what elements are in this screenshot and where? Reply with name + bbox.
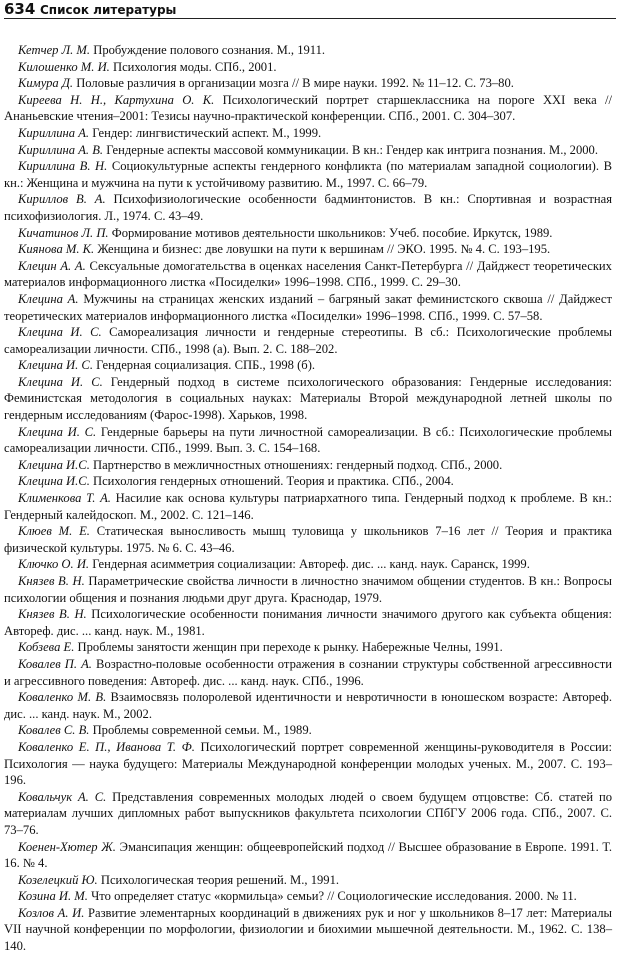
- entry-text: Формирование мотивов деятельности школьников: Учеб. пособие. Иркутск, 1989.: [111, 225, 553, 240]
- bibliography-entry: [4, 789, 612, 839]
- entry-author: Кичатинов Л. П.: [18, 225, 109, 240]
- entry-author: Клецина А.: [18, 291, 79, 306]
- entry-author: Клецин А. А.: [18, 258, 86, 273]
- entry-author: Клецина И. С.: [18, 358, 93, 373]
- bibliography-entry: [4, 905, 612, 955]
- entry-text: Гендерная социализация. СПБ., 1998 (б).: [96, 358, 316, 373]
- bibliography-entry: [4, 656, 612, 689]
- entry-author: Коваленко Е. П., Иванова Т. Ф.: [18, 739, 195, 754]
- bibliography-entry: [4, 258, 612, 291]
- entry-author: Кириллина В. Н.: [18, 159, 108, 174]
- entry-text: Партнерство в межличностных отношениях: гендерный подход. СПб., 2000.: [93, 457, 503, 472]
- page-header: [4, 1, 616, 21]
- bibliography-entry: [4, 142, 612, 159]
- entry-text: Психологический портрет современной женщины-руководителя в России: Психология — наука будущего: Материалы Международной конференции молодых ученых. М., 2007. С. 193–196.: [4, 739, 613, 788]
- entry-text: Мужчины на страницах женских изданий – багряный закат феминистского сквоша // Дайджест теоретических материалов информационного листка «Посиделки» 1996–1998. СПб., 1999. С. 57–58.: [4, 291, 612, 323]
- entry-text: Статическая выносливость мышц туловища у школьников 7–16 лет // Теория и практика физической культуры. 1975. № 6. С. 43–46.: [4, 524, 612, 555]
- bibliography-entry: [4, 92, 612, 125]
- entry-text: Что определяет статус «кормильца» семьи? // Социологические исследования. 2000. № 11.: [91, 889, 577, 904]
- bibliography-entry: [4, 490, 612, 523]
- entry-text: Психологический портрет старшеклассника на пороге XXI века // Ананьевские чтения–2001: Тезисы научно-практической конференции. СПб., 2001. С. 304–307.: [4, 92, 612, 124]
- entry-author: Князев В. Н.: [18, 574, 85, 588]
- entry-text: Проблемы занятости женщин при переходе к рынку. Набережные Челны, 1991.: [77, 640, 503, 655]
- entry-author: Клецина И.С.: [18, 474, 90, 489]
- header-divider: [4, 18, 616, 19]
- entry-text: Психология гендерных отношений. Теория и практика. СПб., 2004.: [93, 474, 454, 489]
- entry-author: Клецина И. С.: [18, 374, 103, 389]
- bibliography-entry: [4, 639, 612, 656]
- bibliography-entry: [4, 291, 612, 324]
- entry-author: Кимура Д.: [18, 76, 74, 91]
- bibliography-entry: [4, 872, 612, 889]
- bibliography-entry: [4, 374, 612, 424]
- page-number: 634: [4, 0, 36, 18]
- entry-author: Ковалев С. В.: [18, 723, 90, 738]
- entry-author: Клецина И.С.: [18, 457, 90, 472]
- bibliography-entry: [4, 839, 612, 872]
- running-title: Список литературы: [40, 3, 177, 17]
- entry-author: Клименкова Т. А.: [18, 491, 111, 506]
- entry-author: Ковальчук А. С.: [18, 789, 107, 804]
- entry-author: Киянова М. К.: [18, 242, 95, 257]
- entry-text: Развитие элементарных координаций в движениях рук и ног у школьников 8–17 лет: Материалы VII научной конференции по морфологии, физиологии и биохимии мышечной деятельности. М., 1962. С. 138–140.: [4, 905, 612, 954]
- bibliography-entry: [4, 457, 612, 474]
- entry-text: Самореализация личности и гендерные стереотипы. В сб.: Психологические проблемы самореализации личности. СПб., 1998 (а). Вып. 2. С. 188–202.: [4, 325, 612, 356]
- entry-text: Психологические особенности понимания личности значимого другого как субъекта общения: Автореф. дис. ... канд. наук. М., 1981.: [4, 607, 612, 638]
- entry-text: Гендерная асимметрия социализации: Автореф. дис. ... канд. наук. Саранск, 1999.: [92, 557, 530, 572]
- entry-text: Возрастно-половые особенности отражения в сознании структуры собственной агрессивности и агрессивного поведения: Автореф. дис. ... канд. наук. СПб., 1996.: [4, 656, 612, 688]
- entry-text: Представления современных молодых людей о своем будущем отцовстве: Сб. статей по материалам лучших дипломных работ выпускников факультета психологии СПбГУ 2006 года. СПб., 2007. С. 73–76.: [4, 789, 612, 837]
- entry-author: Козелецкий Ю.: [18, 872, 98, 887]
- bibliography-entry: [4, 888, 612, 905]
- entry-text: Женщина и бизнес: две ловушки на пути к вершинам // ЭКО. 1995. № 4. С. 193–195.: [97, 242, 551, 257]
- entry-author: Килошенко М. И.: [18, 59, 110, 74]
- bibliography-list: [4, 42, 612, 955]
- entry-text: Гендерные аспекты массовой коммуникации. В кн.: Гендер как интрига познания. М., 2000.: [106, 142, 599, 157]
- entry-text: Эмансипация женщин: общеевропейский подход // Высшее образование в Европе. 1991. Т. 16. № 4.: [4, 839, 612, 871]
- entry-author: Ковалев П. А.: [18, 656, 92, 671]
- bibliography-entry: [4, 241, 612, 258]
- bibliography-entry: [4, 225, 612, 242]
- bibliography-entry: [4, 158, 612, 191]
- entry-author: Клецина И. С.: [18, 325, 102, 340]
- entry-author: Кириллина А.: [18, 125, 90, 140]
- bibliography-entry: [4, 42, 612, 59]
- entry-text: Психологическая теория решений. М., 1991.: [100, 872, 340, 887]
- bibliography-entry: [4, 573, 612, 606]
- bibliography-entry: [4, 59, 612, 76]
- entry-text: Насилие как основа культуры патриархатного типа. Гендерный подход к проблеме. В кн.: Гендерный калейдоскоп. М., 2002. С. 121–146.: [4, 491, 612, 522]
- bibliography-entry: [4, 191, 612, 224]
- entry-author: Кетчер Л. М.: [18, 43, 91, 57]
- entry-text: Гендерный подход в системе психологического образования: Гендерные исследования: Феминистская методология в социальных науках: Материалы Второй международной летней школы по гендерным исследованиям (Фарос-1998). Харьков, 1998.: [4, 374, 612, 423]
- entry-author: Коенен-Хютер Ж.: [18, 839, 116, 854]
- entry-author: Киреева Н. Н., Картухина О. К.: [18, 92, 215, 107]
- entry-text: Параметрические свойства личности в личностно значимом общении студентов. В кн.: Вопросы психологии общения и познания людьми друг друга. Краснодар, 1979.: [4, 574, 612, 605]
- bibliography-entry: [4, 125, 612, 142]
- entry-author: Ключко О. И.: [18, 557, 90, 572]
- bibliography-entry: [4, 739, 612, 789]
- bibliography-entry: [4, 75, 612, 92]
- entry-text: Взаимосвязь полоролевой идентичности и невротичности в юношеском возрасте: Автореф. дис. ... канд. наук. М., 2002.: [4, 690, 612, 721]
- entry-text: Социокультурные аспекты гендерного конфликта (по материалам западной социологии). В кн.: Женщина и мужчина на пути к устойчивому развитию. М., 1997. С. 66–79.: [4, 159, 612, 190]
- entry-author: Козина И. М.: [18, 889, 88, 904]
- entry-text: Половые различия в организации мозга // В мире науки. 1992. № 11–12. С. 73–80.: [76, 76, 514, 91]
- bibliography-entry: [4, 523, 612, 556]
- entry-author: Козлов А. И.: [18, 905, 85, 920]
- entry-author: Клюев М. Е.: [18, 524, 90, 539]
- bibliography-entry: [4, 424, 612, 457]
- bibliography-entry: [4, 606, 612, 639]
- bibliography-entry: [4, 689, 612, 722]
- entry-text: Проблемы современной семьи. М., 1989.: [92, 723, 312, 738]
- entry-author: Коваленко М. В.: [18, 690, 107, 705]
- entry-author: Кобзева Е.: [18, 640, 75, 655]
- bibliography-entry: [4, 722, 612, 739]
- bibliography-entry: [4, 324, 612, 357]
- entry-author: Клецина И. С.: [18, 424, 97, 439]
- bibliography-entry: [4, 357, 612, 374]
- entry-text: Сексуальные домогательства в оценках населения Санкт-Петербурга // Дайджест теоретических материалов информационного листка «Посиделки» 1996–1998. СПб., 1999. С. 29–30.: [4, 258, 612, 290]
- entry-text: Гендерные барьеры на пути личностной самореализации. В сб.: Психологические проблемы самореализации личности. СПб., 1999. Вып. 3. С. 154–168.: [4, 424, 612, 456]
- entry-author: Кириллов В. А.: [18, 192, 106, 207]
- entry-text: Психофизиологические особенности бадминтонистов. В кн.: Спортивная и возрастная психофизиология. Л., 1974. С. 43–49.: [4, 192, 612, 223]
- bibliography-entry: [4, 556, 612, 573]
- entry-text: Пробуждение полового сознания. М., 1911.: [93, 43, 326, 57]
- entry-author: Кириллина А. В.: [18, 142, 104, 157]
- entry-author: Князев В. Н.: [18, 607, 87, 622]
- entry-text: Психология моды. СПб., 2001.: [113, 59, 277, 74]
- bibliography-entry: [4, 473, 612, 490]
- entry-text: Гендер: лингвистический аспект. М., 1999.: [92, 125, 322, 140]
